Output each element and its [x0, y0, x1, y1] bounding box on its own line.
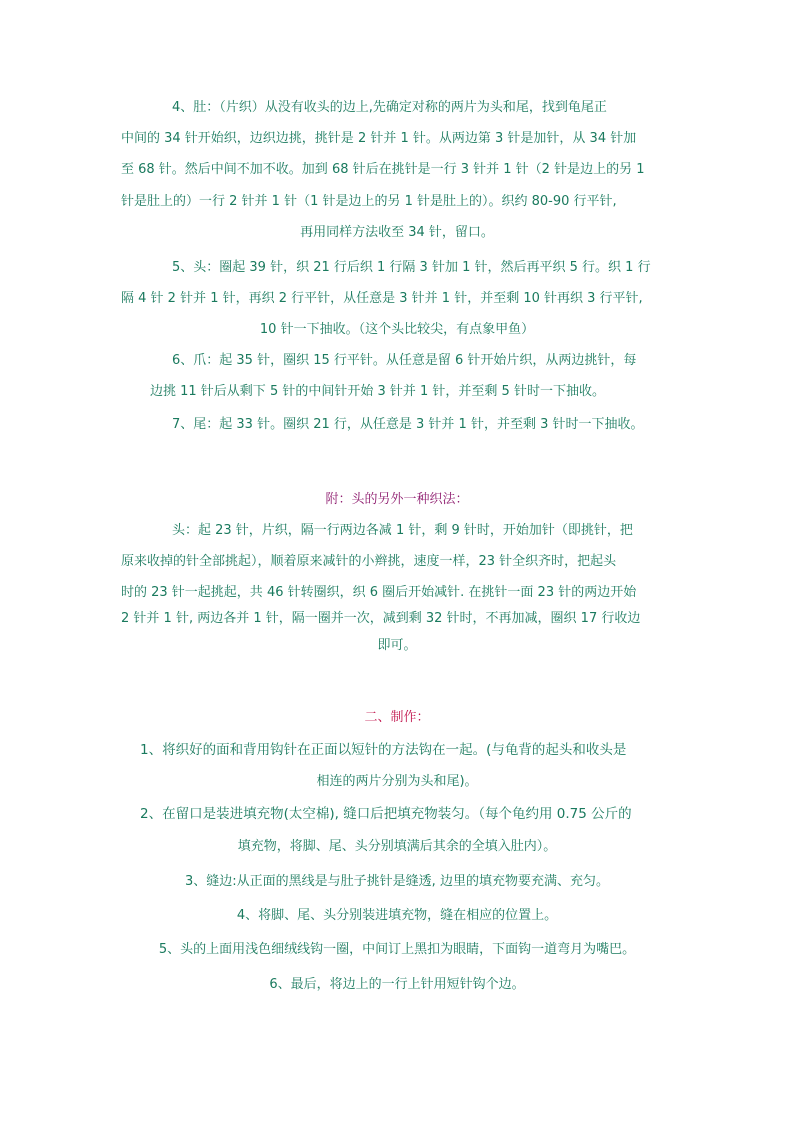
text-line: 时的 23 针一起挑起，共 46 针转圈织，织 6 圈后开始减针. 在挑针一面 23 针的两边开始 [121, 585, 637, 600]
text-line: 相连的两片分别为头和尾)。 [316, 774, 478, 789]
text-line: 3、缝边:从正面的黑线是与肚子挑针是缝透, 边里的填充物要充满、充匀。 [185, 874, 609, 889]
making-title: 二、制作： [364, 710, 430, 725]
text-line: 填充物，将脚、尾、头分别填满后其余的全填入肚内）。 [237, 839, 557, 854]
text-line: 5、头的上面用浅色细绒线钩一圈，中间订上黑扣为眼睛，下面钩一道弯月为嘴巴。 [158, 942, 636, 957]
text-line: 中间的 34 针开始织，边织边挑，挑针是 2 针并 1 针。从两边第 3 针是加针，从 34 针加 [121, 131, 637, 146]
text-line: 6、最后，将边上的一行上针用短针钩个边。 [269, 977, 525, 992]
text-line: 针是肚上的）一行 2 针并 1 针（1 针是边上的另 1 针是肚上的）。织约 80-90 行平针, [121, 194, 617, 209]
text-line: 边挑 11 针后从剩下 5 针的中间针开始 3 针并 1 针，并至剩 5 针时一下抽收。 [150, 384, 605, 399]
text-line: 原来收掉的针全部挑起），顺着原来减针的小辫挑，速度一样，23 针全织齐时，把起头 [121, 554, 617, 569]
text-line: 2 针并 1 针, 两边各并 1 针，隔一圈并一次，减到剩 32 针时，不再加减，圈织 17 行收边 [121, 611, 641, 626]
text-line: 4、将脚、尾、头分别装进填充物，缝在相应的位置上。 [236, 908, 558, 923]
text-line: 即可。 [377, 638, 417, 653]
text-line: 7、尾：起 33 针。圈织 21 行，从任意是 3 针并 1 针，并至剩 3 针时一下抽收。 [172, 417, 644, 432]
text-line: 再用同样方法收至 34 针，留口。 [300, 225, 494, 240]
text-line: 头：起 23 针，片织，隔一行两边各减 1 针，剩 9 针时，开始加针（即挑针，把 [172, 523, 633, 538]
text-line: 5、头：圈起 39 针，织 21 行后织 1 行隔 3 针加 1 针，然后再平织 5 行。织 1 行 [172, 260, 651, 275]
text-line: 4、肚：（片织）从没有收头的边上,先确定对称的两片为头和尾，找到龟尾正 [172, 100, 607, 115]
text-line: 至 68 针。然后中间不加不收。加到 68 针后在挑针是一行 3 针并 1 针（2 针是边上的另 1 [121, 162, 645, 177]
text-line: 1、将织好的面和背用钩针在正面以短针的方法钩在一起。(与龟背的起头和收头是 [140, 742, 627, 758]
text-line: 6、爪：起 35 针，圈织 15 行平针。从任意是留 6 针开始片织，从两边挑针，每 [172, 353, 637, 368]
appendix-title: 附：头的另外一种织法： [325, 492, 469, 507]
text-line: 隔 4 针 2 针并 1 针，再织 2 行平针，从任意是 3 针并 1 针，并至剩 10 针再织 3 行平针, [121, 291, 643, 306]
text-line: 2、在留口是装进填充物(太空棉), 缝口后把填充物装匀。（每个龟约用 0.75 公斤的 [140, 806, 632, 822]
text-line: 10 针一下抽收。（这个头比较尖，有点象甲鱼） [259, 322, 535, 337]
